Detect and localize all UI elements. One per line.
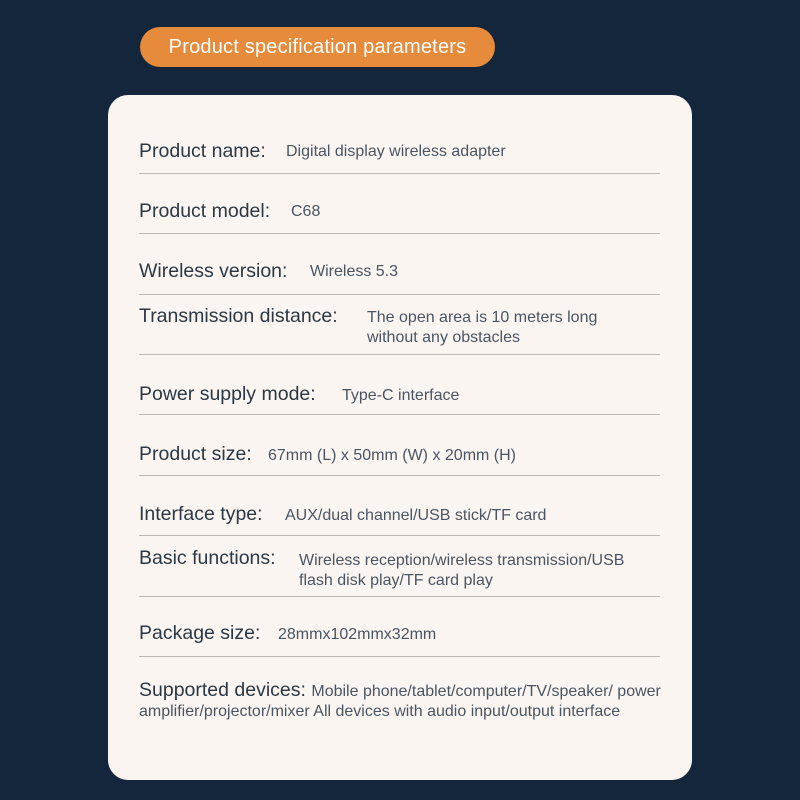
spec-row-basic-functions: [139, 535, 660, 597]
spec-value: C68: [291, 203, 321, 220]
spec-row-package-size: [139, 611, 660, 657]
spec-label: Basic functions:: [139, 547, 276, 569]
spec-label: Product size:: [139, 443, 252, 465]
spec-row-product-model: [139, 190, 660, 234]
spec-value: Mobile phone/tablet/computer/TV/speaker/ power amplifier/projector/mixer All devices with audio input/output interface: [139, 683, 661, 720]
spec-value: The open area is 10 meters long without any obstacles: [367, 309, 598, 346]
spec-value: 28mmx102mmx32mm: [278, 626, 437, 643]
spec-row-interface-type: [139, 491, 660, 536]
spec-card: [108, 95, 692, 780]
spec-label: Interface type:: [139, 503, 263, 525]
spec-row-power-supply-mode: [139, 371, 660, 415]
spec-label: Transmission distance:: [139, 305, 338, 327]
spec-value: AUX/dual channel/USB stick/TF card: [285, 507, 547, 524]
spec-label: Wireless version:: [139, 260, 288, 282]
spec-row-wireless-version: [139, 250, 660, 295]
spec-label: Package size:: [139, 622, 261, 644]
spec-label: Product model:: [139, 200, 271, 222]
spec-label: Supported devices:: [139, 679, 312, 701]
spec-value: Wireless reception/wireless transmission/USB flash disk play/TF card play: [299, 552, 625, 589]
spec-value: Digital display wireless adapter: [286, 143, 506, 160]
section-title-badge: Product specification parameters: [140, 27, 495, 67]
spec-value: Wireless 5.3: [310, 263, 399, 280]
spec-label: Product name:: [139, 140, 266, 162]
spec-row-supported-devices: [139, 671, 660, 751]
spec-label: Power supply mode:: [139, 383, 316, 405]
spec-row-transmission-distance: [139, 294, 660, 355]
spec-value: 67mm (L) x 50mm (W) x 20mm (H): [268, 447, 516, 464]
spec-row-product-size: [139, 431, 660, 476]
spec-value: Type-C interface: [342, 387, 460, 404]
spec-row-product-name: [139, 130, 660, 174]
